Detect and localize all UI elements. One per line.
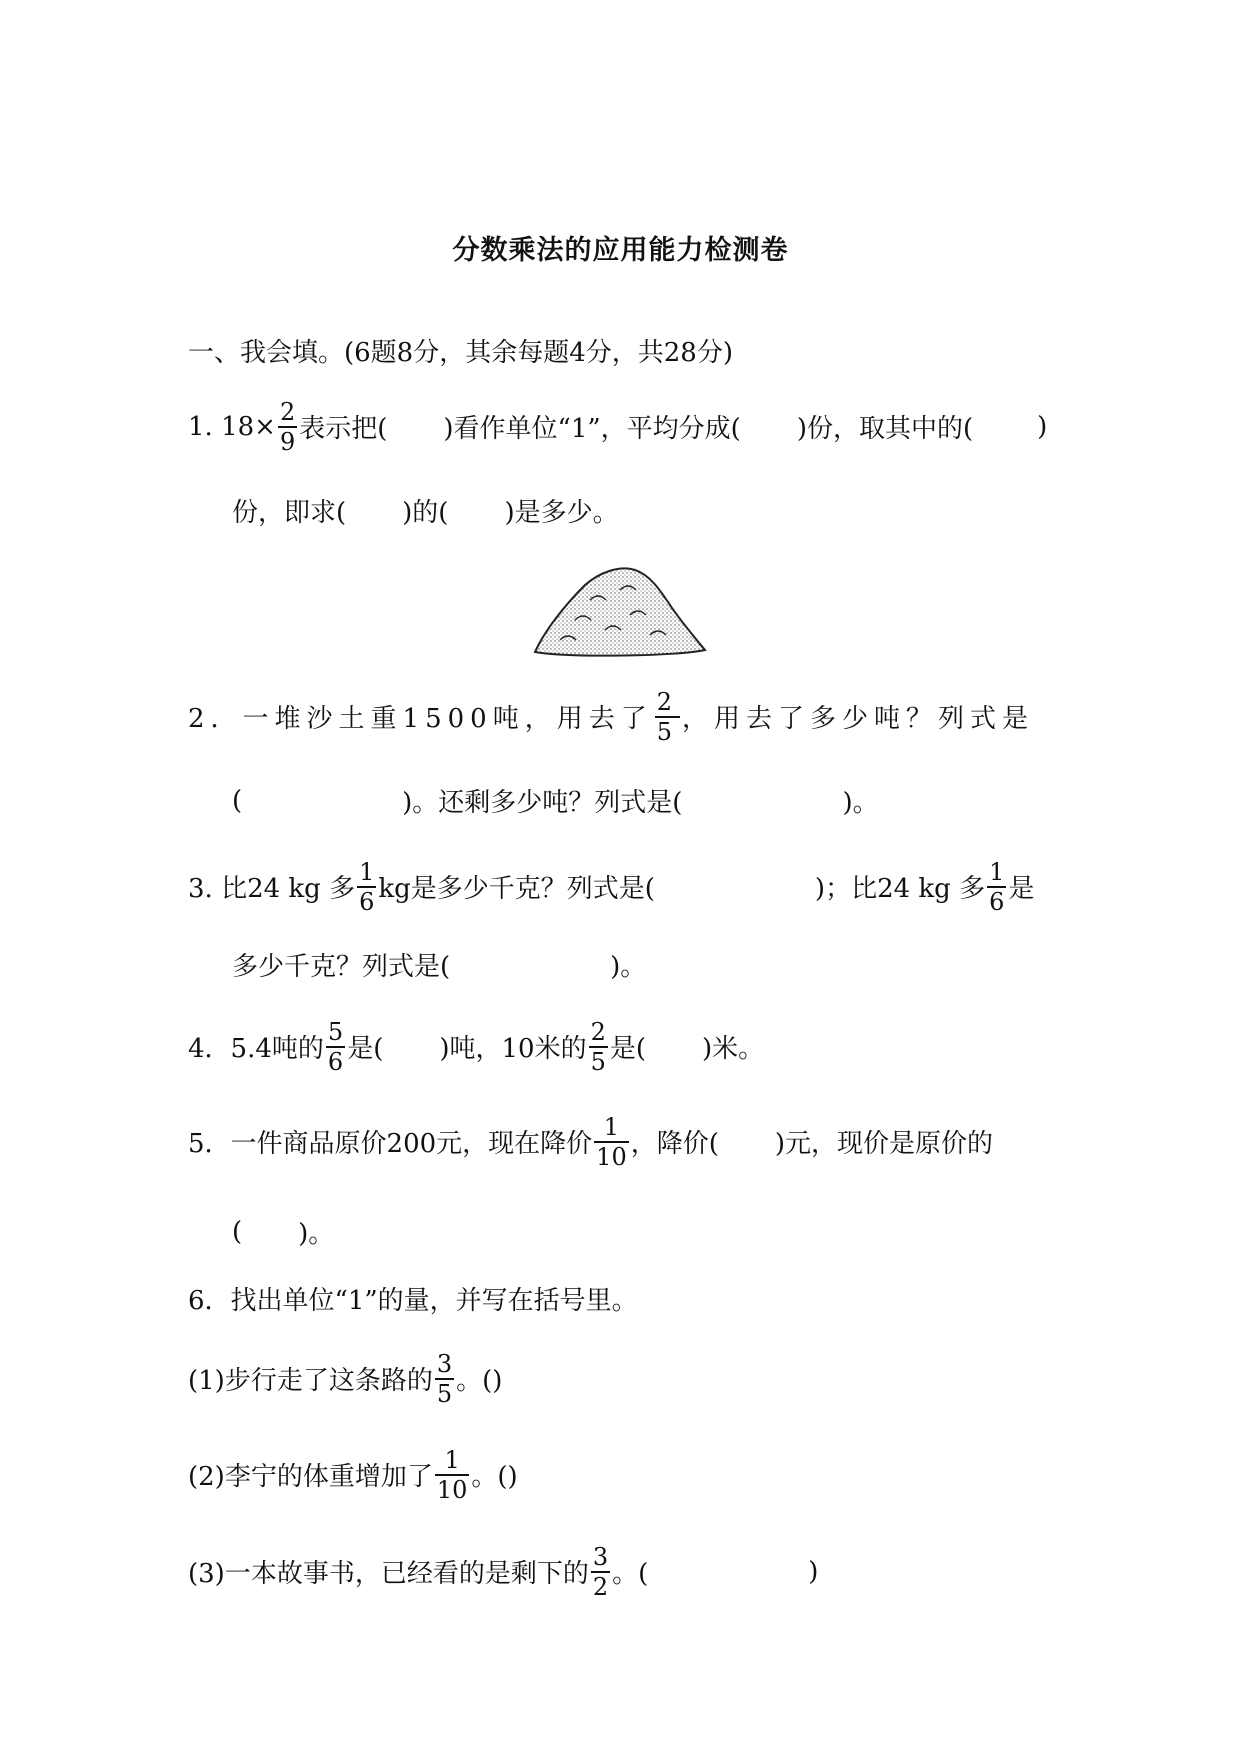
frac-num: 1 — [359, 858, 375, 886]
q1-text-e: ) — [1037, 411, 1048, 442]
question-6-part-1 — [188, 1352, 502, 1406]
q3-fraction-2 — [987, 860, 1006, 914]
q6-text: 6．找出单位“1”的量，并写在括号里。 — [188, 1286, 638, 1316]
q5-text-b: ，降价( — [630, 1129, 719, 1160]
frac-den: 5 — [436, 1379, 453, 1408]
q6-2-text-b: 。() — [471, 1462, 518, 1493]
q3-text-a: 3. 比24 kg 多 — [188, 874, 356, 905]
question-2-line-2 — [232, 782, 879, 819]
q3-text-f: )。 — [610, 952, 647, 982]
frac-num: 2 — [590, 1018, 606, 1046]
q5-text-c: )元，现价是原价的 — [774, 1129, 994, 1160]
q3-fraction — [357, 860, 376, 914]
frac-den: 10 — [596, 1142, 627, 1171]
q6-3-text-a: (3)一本故事书，已经看的是剩下的 — [188, 1559, 589, 1590]
frac-num: 3 — [436, 1350, 453, 1378]
section-heading — [188, 332, 733, 369]
q3-text-c: )；比24 kg 多 — [814, 874, 986, 905]
frac-num: 1 — [989, 858, 1005, 886]
question-3-line-1 — [188, 860, 1034, 914]
q4-text-c: )吨，10米的 — [439, 1034, 587, 1065]
question-1-line-1 — [188, 400, 1047, 454]
frac-num: 1 — [603, 1113, 620, 1141]
frac-num: 5 — [327, 1018, 344, 1046]
question-6-part-2 — [188, 1448, 518, 1502]
q1-text-d: )份，取其中的( — [796, 414, 974, 445]
q4-fraction-2 — [589, 1020, 608, 1074]
q6-2-text-a: (2)李宁的体重增加了 — [188, 1462, 433, 1493]
q2-fraction — [655, 690, 680, 744]
q6-3-text-b: 。( — [612, 1559, 649, 1590]
q4-text-d: 是( — [609, 1034, 647, 1065]
section-heading-text: 一、我会填。(6题8分，其余每题4分，共28分) — [188, 338, 733, 368]
q3-text-b: kg是多少千克？列式是( — [378, 874, 655, 905]
frac-den: 2 — [592, 1572, 609, 1601]
frac-den: 9 — [279, 427, 296, 456]
q6-1-text-a: (1)步行走了这条路的 — [188, 1366, 433, 1397]
q1-text-a: 1. 18× — [188, 411, 276, 442]
question-3-line-2 — [232, 946, 646, 983]
q5-text-e: )。 — [298, 1219, 335, 1249]
frac-num: 3 — [592, 1543, 609, 1571]
page-title: 分数乘法的应用能力检测卷 — [452, 235, 789, 266]
q6-2-fraction — [435, 1448, 470, 1502]
q4-text-e: )米。 — [702, 1034, 765, 1065]
frac-den: 6 — [327, 1047, 344, 1076]
q4-text-b: 是( — [347, 1034, 384, 1065]
q5-text-a: 5．一件商品原价200元，现在降价 — [188, 1129, 593, 1160]
frac-num: 2 — [279, 398, 296, 426]
q2-text-d: )。还剩多少吨？列式是( — [402, 788, 683, 818]
frac-den: 6 — [359, 887, 375, 916]
question-2-line-1 — [188, 690, 1034, 744]
q2-text-b: ，用去了多少吨？列式是 — [682, 704, 1035, 735]
frac-den: 10 — [436, 1475, 468, 1504]
q1-text-f: 份，即求( — [232, 498, 347, 528]
q1-text-b: 表示把( — [299, 414, 388, 445]
question-6-part-3 — [188, 1545, 818, 1599]
question-4 — [188, 1020, 764, 1074]
q1-text-c: )看作单位“1”，平均分成( — [443, 414, 741, 445]
q1-text-g: )的( — [402, 498, 449, 528]
q3-text-d: 是 — [1008, 874, 1035, 905]
frac-den: 5 — [590, 1047, 606, 1076]
q4-fraction — [326, 1020, 345, 1074]
q3-text-e: 多少千克？列式是( — [232, 952, 451, 982]
frac-num: 2 — [656, 688, 678, 716]
q2-text-c: ( — [232, 785, 243, 816]
question-5-line-2 — [232, 1213, 334, 1250]
q1-text-h: )是多少。 — [504, 498, 619, 528]
sand-pile-image — [530, 560, 710, 660]
q4-text-a: 4．5.4吨的 — [188, 1034, 324, 1065]
q6-3-fraction — [591, 1545, 610, 1599]
q6-1-text-b: 。() — [456, 1366, 503, 1397]
question-1-line-2 — [232, 492, 619, 529]
question-5-line-1 — [188, 1115, 993, 1169]
q6-1-fraction — [435, 1352, 454, 1406]
q6-3-text-c: ) — [808, 1556, 819, 1587]
frac-den: 5 — [656, 717, 678, 746]
q5-text-d: ( — [232, 1216, 243, 1247]
frac-den: 6 — [989, 887, 1005, 916]
q2-text-a: 2．一堆沙土重1500吨，用去了 — [188, 704, 653, 735]
q2-text-e: )。 — [842, 788, 879, 818]
q5-fraction — [594, 1115, 629, 1169]
frac-num: 1 — [444, 1446, 460, 1474]
question-6 — [188, 1280, 638, 1317]
q1-fraction — [278, 400, 297, 454]
